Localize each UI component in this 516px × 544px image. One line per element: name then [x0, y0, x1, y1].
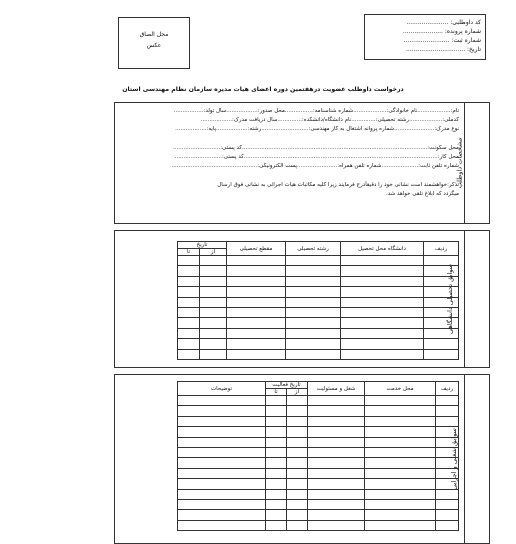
office-line: شماره پرونده: .....................: [402, 28, 481, 35]
table-cell[interactable]: [227, 349, 286, 359]
form-title: درخواست داوطلب عضویت درهفتمین دوره اعضای هیات مدیره سازمان نظام مهندسی استان: [122, 86, 404, 93]
section-sidebar: [450, 375, 489, 543]
table-cell[interactable]: [424, 339, 459, 349]
table-cell[interactable]: [436, 458, 459, 468]
col-subheader: تا: [178, 249, 200, 256]
col-header: مقطع تحصیلی: [227, 242, 286, 256]
table-cell[interactable]: [200, 328, 227, 338]
table-cell[interactable]: [424, 318, 459, 328]
table-cell[interactable]: [436, 406, 459, 416]
table-cell[interactable]: [287, 479, 308, 489]
col-header: شغل و مسئولیت: [308, 382, 365, 396]
table-cell[interactable]: [178, 458, 266, 468]
table-cell[interactable]: [424, 307, 459, 317]
photo-label-2: عکس: [146, 42, 162, 49]
table-cell[interactable]: [424, 328, 459, 338]
table-cell[interactable]: [436, 510, 459, 520]
col-header: رشته تحصیلی: [286, 242, 341, 256]
col-header: توضیحات: [178, 382, 266, 396]
table-cell[interactable]: [308, 489, 365, 499]
table-cell[interactable]: [286, 328, 341, 338]
table-cell[interactable]: [365, 510, 436, 520]
table-cell[interactable]: [178, 339, 200, 349]
table-cell[interactable]: [286, 318, 341, 328]
table-cell[interactable]: [178, 297, 200, 307]
table-cell[interactable]: [341, 266, 424, 276]
table-cell[interactable]: [365, 406, 436, 416]
table-row: [178, 276, 459, 286]
form-line[interactable]: نام:...................نام خانوادگی:...................شماره شناسنامه:................محل صدور:..................سال تولد:.................: [173, 108, 459, 114]
table-cell[interactable]: [200, 266, 227, 276]
table-cell[interactable]: [436, 437, 459, 447]
table-cell[interactable]: [178, 520, 266, 530]
table-cell[interactable]: [436, 427, 459, 437]
applicant-fields: [119, 107, 459, 199]
table-cell[interactable]: [287, 396, 308, 406]
table-cell[interactable]: [200, 276, 227, 286]
table-cell[interactable]: [286, 256, 341, 266]
table-cell[interactable]: [178, 256, 200, 266]
table-cell[interactable]: [424, 349, 459, 359]
table-cell[interactable]: [178, 437, 266, 447]
table-cell[interactable]: [227, 266, 286, 276]
applicant-info-section: [114, 102, 490, 224]
work-history-section: [114, 374, 490, 544]
col-subheader: از: [200, 249, 227, 256]
table-cell[interactable]: [308, 468, 365, 478]
table-cell[interactable]: [286, 297, 341, 307]
table-cell[interactable]: [308, 458, 365, 468]
table-cell[interactable]: [266, 510, 287, 520]
table-cell[interactable]: [308, 479, 365, 489]
table-cell[interactable]: [341, 349, 424, 359]
table-row: [178, 458, 459, 468]
table-cell[interactable]: [424, 276, 459, 286]
table-cell[interactable]: [341, 287, 424, 297]
table-row: [178, 406, 459, 416]
table-cell[interactable]: [287, 468, 308, 478]
table-cell[interactable]: [365, 396, 436, 406]
form-line[interactable]: محل سکونت:..........................................................................................................کد پستی:...........................: [173, 144, 459, 151]
table-cell[interactable]: [178, 406, 266, 416]
table-row: [178, 328, 459, 338]
table-cell[interactable]: [436, 396, 459, 406]
table-cell[interactable]: [178, 266, 200, 276]
office-use-box: [364, 14, 486, 60]
table-row: [178, 349, 459, 359]
form-line-spacer: [119, 135, 459, 144]
table-cell[interactable]: [178, 510, 266, 520]
table-cell[interactable]: [200, 318, 227, 328]
work-history-table: [177, 381, 459, 531]
table-row: [178, 489, 459, 499]
table-row: [178, 318, 459, 328]
table-cell[interactable]: [178, 416, 266, 426]
table-cell[interactable]: [286, 266, 341, 276]
table-cell[interactable]: [308, 510, 365, 520]
table-cell[interactable]: [365, 458, 436, 468]
table-row: [178, 510, 459, 520]
table-cell[interactable]: [266, 447, 287, 457]
table-cell[interactable]: [365, 499, 436, 509]
table-cell[interactable]: [365, 437, 436, 447]
education-section: [114, 230, 490, 368]
table-cell[interactable]: [308, 520, 365, 530]
table-cell[interactable]: [178, 287, 200, 297]
table-row: [178, 266, 459, 276]
table-cell[interactable]: [266, 416, 287, 426]
table-row: [178, 256, 459, 266]
table-cell[interactable]: [308, 416, 365, 426]
photo-label-1: محل الصاق: [139, 31, 169, 38]
section-sidebar: [455, 103, 489, 223]
col-header: تاریخ فعالیت: [266, 382, 308, 389]
col-header: ردیف: [424, 242, 459, 256]
table-cell[interactable]: [178, 499, 266, 509]
table-cell[interactable]: [227, 276, 286, 286]
table-cell[interactable]: [365, 489, 436, 499]
section-label: مشخصات داوطلب: [455, 137, 464, 189]
table-cell[interactable]: [341, 339, 424, 349]
table-cell[interactable]: [287, 447, 308, 457]
table-cell[interactable]: [286, 307, 341, 317]
table-cell[interactable]: [200, 256, 227, 266]
table-cell[interactable]: [266, 437, 287, 447]
table-cell[interactable]: [178, 479, 266, 489]
table-cell[interactable]: [286, 349, 341, 359]
table-cell[interactable]: [266, 520, 287, 530]
table-cell[interactable]: [308, 499, 365, 509]
table-cell[interactable]: [308, 427, 365, 437]
table-row: [178, 307, 459, 317]
col-header: دانشگاه محل تحصیل: [341, 242, 424, 256]
table-cell[interactable]: [266, 499, 287, 509]
table-cell[interactable]: [341, 297, 424, 307]
table-cell[interactable]: [341, 307, 424, 317]
table-cell[interactable]: [287, 406, 308, 416]
table-cell[interactable]: [341, 328, 424, 338]
table-cell[interactable]: [287, 489, 308, 499]
table-cell[interactable]: [227, 328, 286, 338]
table-cell[interactable]: [227, 287, 286, 297]
table-cell[interactable]: [424, 256, 459, 266]
table-cell[interactable]: [266, 427, 287, 437]
section-label: سوابق تحصیلی دانشگاهی: [446, 264, 455, 334]
table-cell[interactable]: [365, 520, 436, 530]
note-line: تذکر:خواهشمند است نشانی خود را دقیقاًدرج فرمایند زیرا کلیه مکاتبات هیات اجرائی به نشانی فوق ارسال: [217, 181, 459, 188]
table-cell[interactable]: [365, 416, 436, 426]
form-line[interactable]: شماره تلفن ثابت:.....................شماره تلفن همراه:.......................پست الکترونیکی:.................................................: [171, 163, 459, 170]
education-table: [177, 241, 459, 360]
table-cell[interactable]: [178, 307, 200, 317]
table-cell[interactable]: [178, 349, 200, 359]
table-cell[interactable]: [424, 266, 459, 276]
form-line[interactable]: کدملی:...................رشته تحصیلی:..............نام دانشگاه/دانشکده:..............سال دریافت مدرک:..................: [200, 117, 459, 124]
table-row: [178, 437, 459, 447]
table-cell[interactable]: [227, 339, 286, 349]
table-cell[interactable]: [436, 489, 459, 499]
table-cell[interactable]: [266, 396, 287, 406]
table-cell[interactable]: [436, 468, 459, 478]
table-cell[interactable]: [200, 349, 227, 359]
table-cell[interactable]: [178, 468, 266, 478]
col-header: محل خدمت: [365, 382, 436, 396]
table-row: [178, 520, 459, 530]
table-cell[interactable]: [436, 479, 459, 489]
table-row: [178, 479, 459, 489]
photo-box: [118, 17, 190, 69]
table-cell[interactable]: [178, 318, 200, 328]
note-line: میگردد که ابلاغ تلقی خواهد شد.: [385, 190, 459, 197]
table-cell[interactable]: [436, 447, 459, 457]
table-cell[interactable]: [308, 396, 365, 406]
table-cell[interactable]: [227, 256, 286, 266]
col-header: تاریخ: [178, 242, 227, 249]
table-cell[interactable]: [178, 396, 266, 406]
form-line[interactable]: محل کار:...............................................................................................................کد پستی:...........................: [174, 154, 459, 161]
table-row: [178, 339, 459, 349]
section-sidebar: [446, 231, 489, 367]
table-cell[interactable]: [424, 287, 459, 297]
table-cell[interactable]: [365, 468, 436, 478]
table-cell[interactable]: [200, 339, 227, 349]
table-cell[interactable]: [287, 427, 308, 437]
table-cell[interactable]: [436, 520, 459, 530]
form-line-spacer: [119, 171, 459, 180]
table-cell[interactable]: [266, 479, 287, 489]
table-cell[interactable]: [227, 307, 286, 317]
table-cell[interactable]: [424, 297, 459, 307]
table-cell[interactable]: [227, 297, 286, 307]
table-row: [178, 416, 459, 426]
col-subheader: از: [287, 389, 308, 396]
table-cell[interactable]: [308, 406, 365, 416]
table-cell[interactable]: [266, 468, 287, 478]
form-line[interactable]: نوع مدرک:.......................شماره پروانه اشتغال به کار مهندسی:...........................رشته:..................پایه:..................: [175, 126, 459, 133]
col-header: ردیف: [436, 382, 459, 396]
table-cell[interactable]: [287, 499, 308, 509]
table-cell[interactable]: [178, 427, 266, 437]
table-cell[interactable]: [227, 318, 286, 328]
table-cell[interactable]: [308, 437, 365, 447]
table-cell[interactable]: [287, 458, 308, 468]
table-cell[interactable]: [341, 318, 424, 328]
table-cell[interactable]: [341, 276, 424, 286]
table-cell[interactable]: [200, 297, 227, 307]
table-cell[interactable]: [178, 328, 200, 338]
table-cell[interactable]: [287, 416, 308, 426]
table-cell[interactable]: [365, 427, 436, 437]
table-cell[interactable]: [266, 489, 287, 499]
table-cell[interactable]: [436, 499, 459, 509]
table-cell[interactable]: [286, 339, 341, 349]
table-cell[interactable]: [178, 276, 200, 286]
table-row: [178, 297, 459, 307]
section-label: سوابق شغلی و اجرایی: [450, 428, 459, 490]
table-cell[interactable]: [200, 287, 227, 297]
table-cell[interactable]: [200, 307, 227, 317]
table-row: [178, 427, 459, 437]
table-cell[interactable]: [341, 256, 424, 266]
table-cell[interactable]: [365, 479, 436, 489]
table-cell[interactable]: [287, 510, 308, 520]
col-subheader: تا: [266, 389, 287, 396]
table-row: [178, 396, 459, 406]
table-cell[interactable]: [178, 447, 266, 457]
table-cell[interactable]: [436, 416, 459, 426]
table-cell[interactable]: [266, 406, 287, 416]
table-cell[interactable]: [308, 447, 365, 457]
office-line: کد داوطلبی: ......................: [406, 19, 481, 26]
table-row: [178, 287, 459, 297]
office-line: شماره ثبت: ........................: [403, 37, 481, 44]
table-cell[interactable]: [365, 447, 436, 457]
table-cell[interactable]: [287, 520, 308, 530]
table-cell[interactable]: [287, 437, 308, 447]
table-cell[interactable]: [178, 489, 266, 499]
table-cell[interactable]: [286, 287, 341, 297]
table-cell[interactable]: [266, 458, 287, 468]
table-row: [178, 447, 459, 457]
table-row: [178, 499, 459, 509]
table-row: [178, 468, 459, 478]
table-cell[interactable]: [286, 276, 341, 286]
office-line: تاریخ: ...............................: [406, 46, 481, 53]
